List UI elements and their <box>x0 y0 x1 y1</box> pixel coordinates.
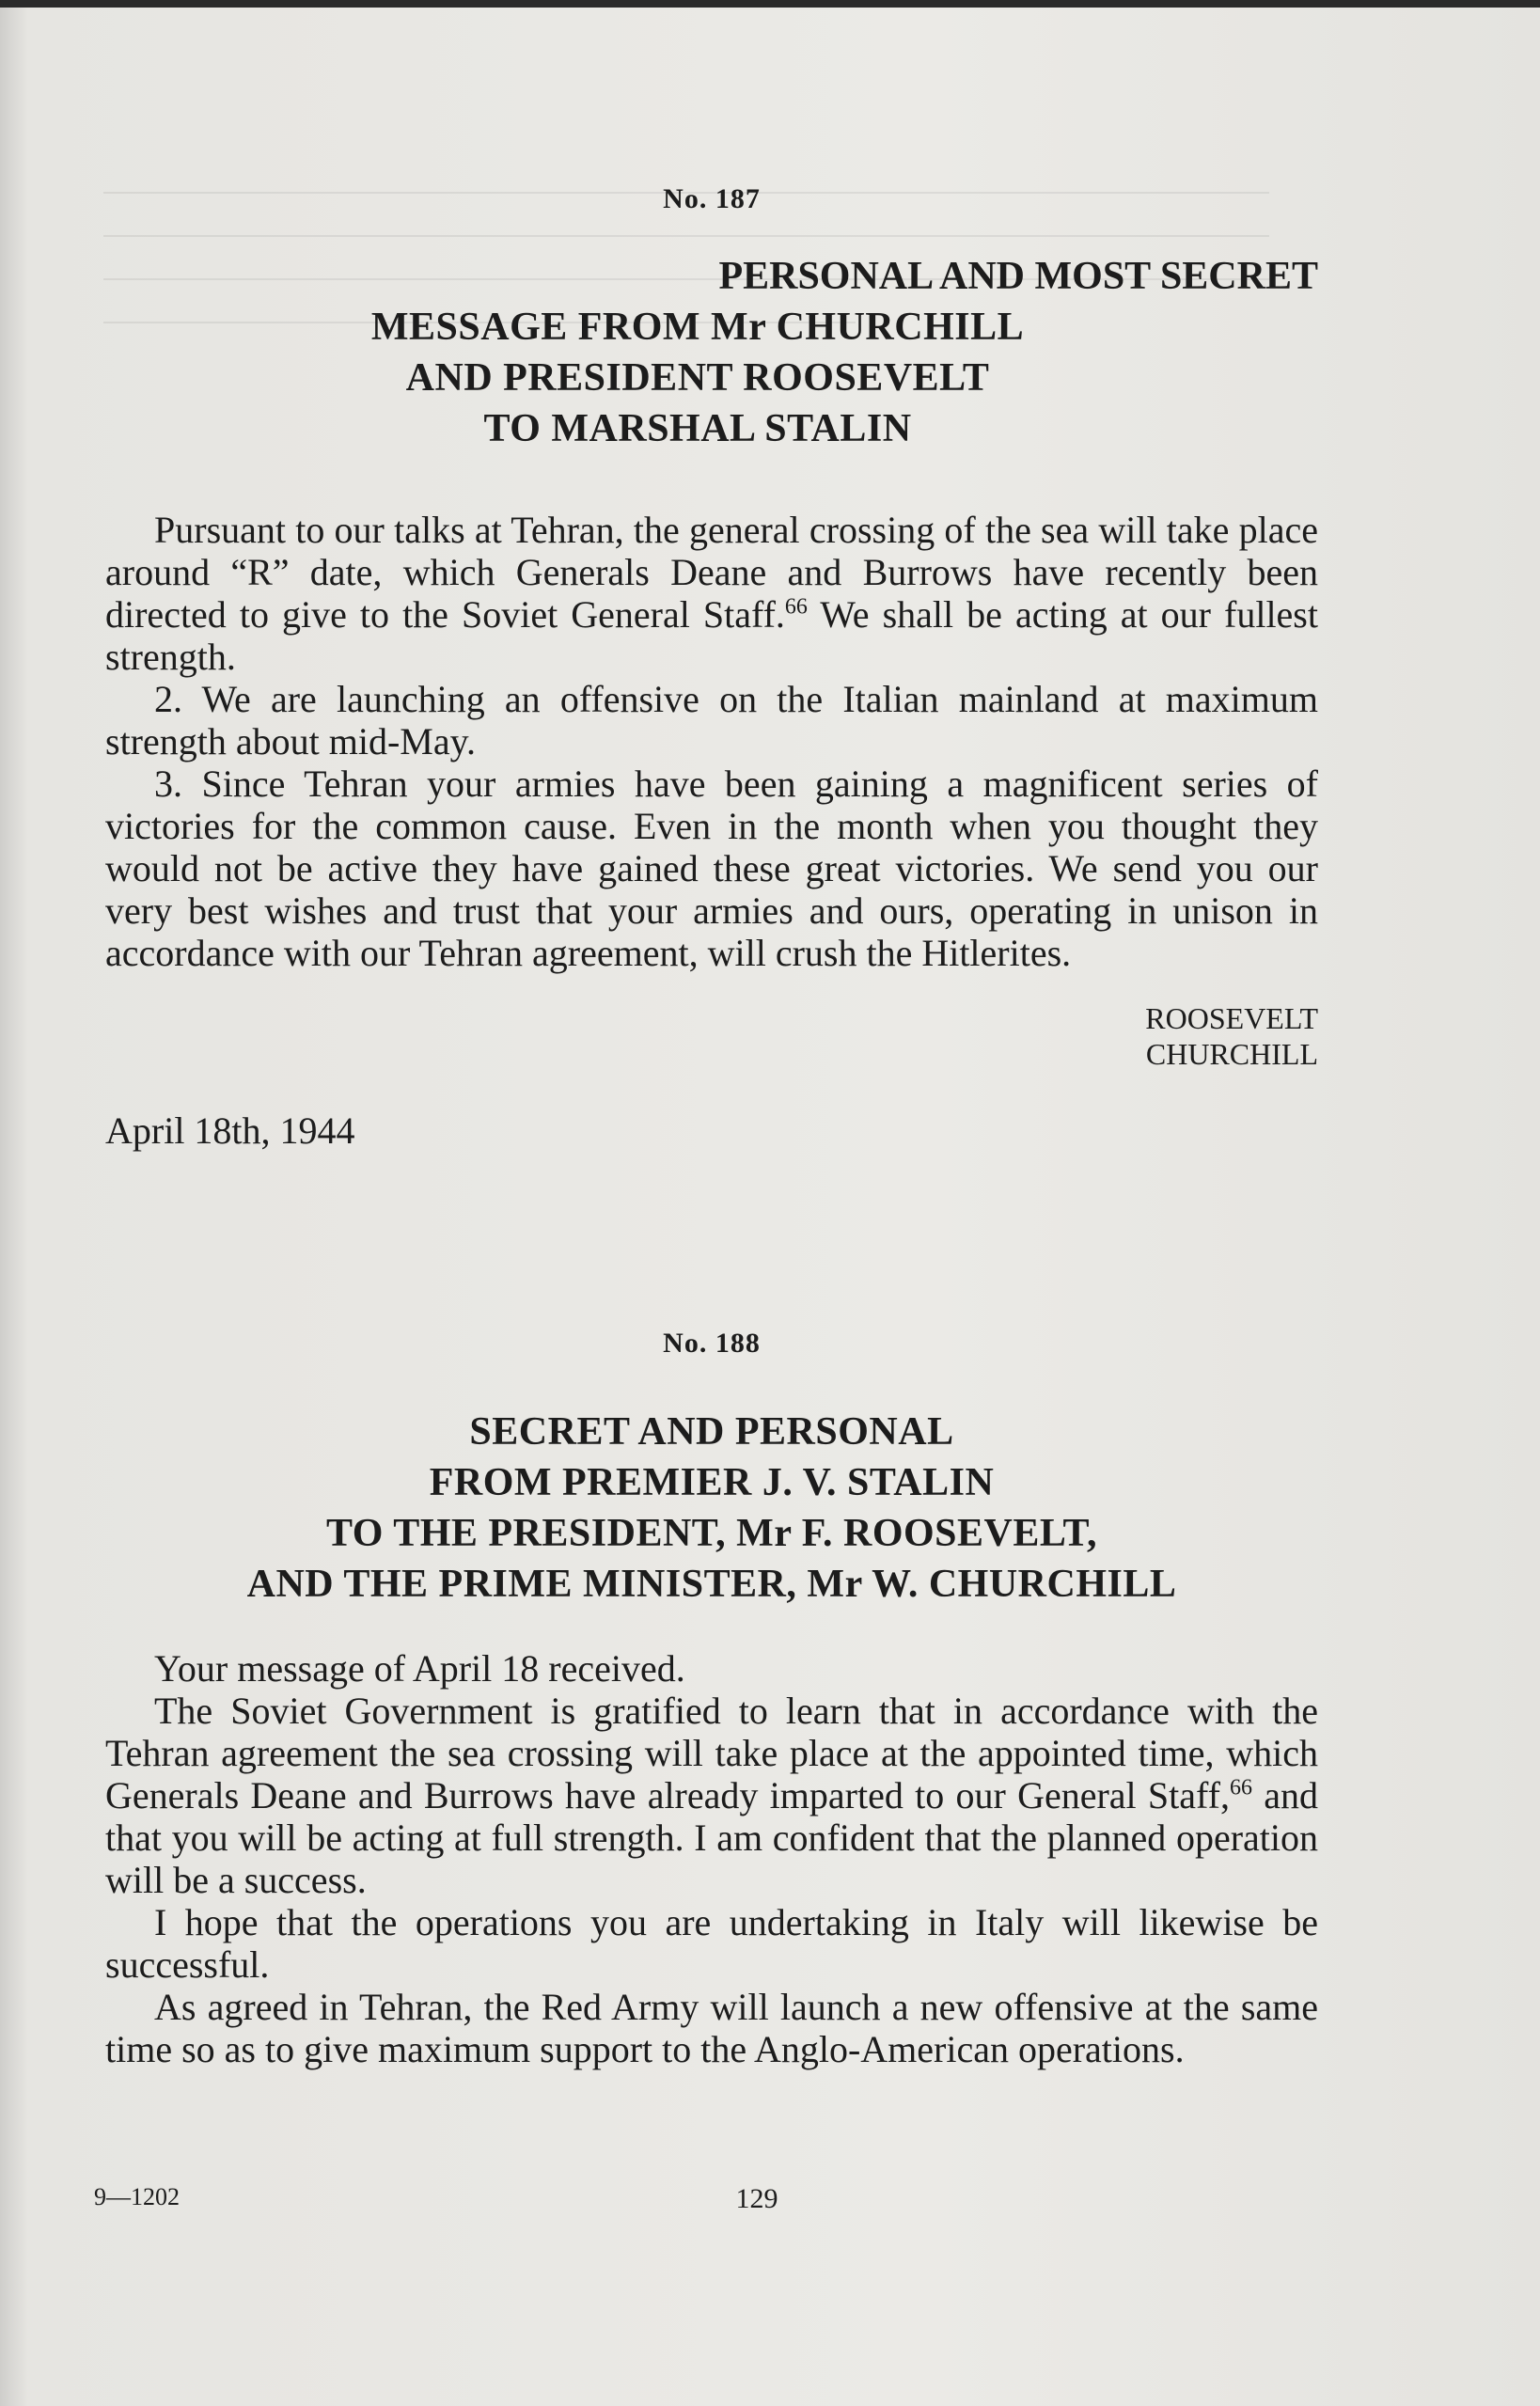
title-line: TO THE PRESIDENT, Mr F. ROOSEVELT, <box>326 1512 1097 1555</box>
signature-mark: 9—1202 <box>94 2183 180 2210</box>
title-line: SECRET AND PERSONAL <box>469 1410 954 1454</box>
title-line: FROM PREMIER J. V. STALIN <box>429 1461 995 1504</box>
body-paragraph: Your message of April 18 received. <box>154 1647 685 1690</box>
message-title <box>105 302 1215 454</box>
message-number: No. 187 <box>663 183 761 214</box>
body-paragraph: Pursuant to our talks at Tehran, the general crossing of the sea will take place around “R” date, which Generals Deane and Burrows have recently been directed to give to the Soviet General Staff.$^{66}$ We shall be acting at our fullest strength. <box>105 509 1318 678</box>
message-body <box>105 509 1318 974</box>
body-paragraph: 2. We are launching an offensive on the Italian mainland at maximum strength about mid-May. <box>105 678 1318 763</box>
body-paragraph: 3. Since Tehran your armies have been gaining a magnificent series of victories for the common cause. Even in the month when you thought they would not be active they have gained these great victories. We send you our very best wishes and trust that your armies and ours, operating in unison in accordance with our Tehran agreement, will crush the Hitlerites. <box>105 763 1318 974</box>
title-line: MESSAGE FROM Mr CHURCHILL <box>370 306 1025 349</box>
page-number: 129 <box>735 2183 778 2214</box>
body-paragraph: The Soviet Government is gratified to learn that in accordance with the Tehran agreement the sea crossing will take place at the appointed time, which Generals Deane and Burrows have already imparted to our General Staff,$^{66}$ and that you will be acting at full strength. I am confident that the planned operation will be a success. <box>105 1690 1318 1901</box>
message-number: No. 188 <box>663 1328 761 1359</box>
title-line: TO MARSHAL STALIN <box>483 407 912 450</box>
title-line: AND PRESIDENT ROOSEVELT <box>405 356 990 400</box>
message-body <box>105 1647 1318 2070</box>
footnote-marker: 66 <box>1229 1775 1252 1801</box>
signatory: ROOSEVELT <box>1145 1001 1318 1035</box>
body-paragraph: I hope that the operations you are undertaking in Italy will likewise be successful. <box>105 1901 1318 1986</box>
message-188 <box>105 1328 1318 2070</box>
scan-edge <box>0 0 1540 8</box>
signatory: CHURCHILL <box>1145 1037 1318 1071</box>
footnote-marker: 66 <box>784 594 808 620</box>
message-187 <box>105 183 1318 1153</box>
message-date: April 18th, 1944 <box>105 1109 355 1152</box>
signatures <box>105 1000 1318 1072</box>
message-title <box>105 1407 1318 1610</box>
body-paragraph: As agreed in Tehran, the Red Army will launch a new offensive at the same time so as to give maximum support to the Anglo-American operations. <box>105 1986 1318 2070</box>
title-line: AND THE PRIME MINISTER, Mr W. CHURCHILL <box>246 1563 1177 1606</box>
classification-heading: PERSONAL AND MOST SECRET <box>718 255 1318 298</box>
